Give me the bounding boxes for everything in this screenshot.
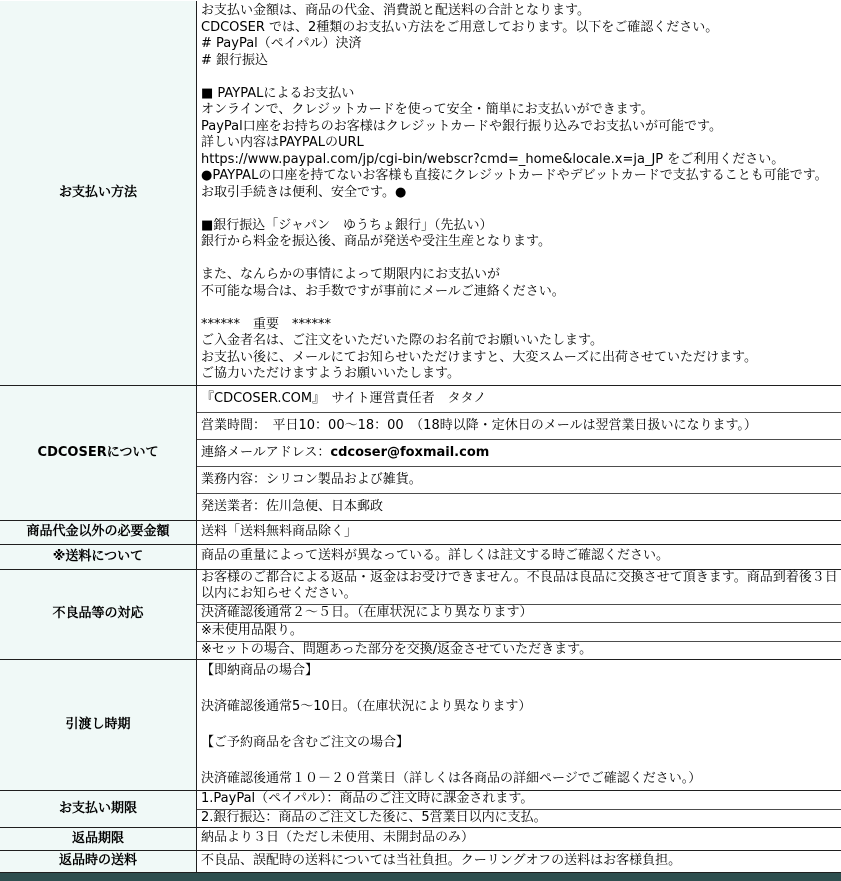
blank-line bbox=[201, 680, 839, 698]
label-payment-method: お支払い方法 bbox=[0, 1, 197, 385]
blank-line bbox=[201, 69, 839, 86]
row-payment-method bbox=[0, 1, 841, 386]
text-line: ご協力いただけますようお願いいたします。 bbox=[201, 366, 460, 381]
return-policy-row: お客様のご都合による返品・返金はお受けできません。不良品は良品に交換させて頂きます。商品到着後３日以内にお知らせください。 bbox=[197, 570, 841, 605]
label-return-deadline: 返品期限 bbox=[0, 828, 197, 850]
about-cdcoser-content bbox=[197, 386, 841, 520]
text-line: 【即納商品の場合】 bbox=[201, 663, 319, 678]
text-line: オンラインで、クレジットカードを使って安全・簡単にお支払いができます。 bbox=[201, 102, 654, 117]
contact-email-label: 連絡メールアドレス： bbox=[201, 444, 331, 460]
row-defective-items bbox=[0, 570, 841, 661]
text-line: ■銀行振込「ジャパン ゆうちょ銀行」（先払い） bbox=[201, 217, 493, 233]
label-defective-items: 不良品等の対応 bbox=[0, 570, 197, 660]
shipping-carrier-row: 発送業者：佐川急便、日本郵政 bbox=[201, 498, 384, 514]
return-deadline-content bbox=[197, 828, 841, 850]
text-line: PayPal口座をお持ちのお客様はクレジットカードや銀行振り込みでお支払いが可能です。 bbox=[201, 118, 722, 134]
text-line: 決済確認後通常5～10日。（在庫状況により異なります） bbox=[201, 699, 532, 714]
bank-deadline-row: 2.銀行振込：商品のご注文した後に、5営業日以内に支払。 bbox=[201, 809, 547, 825]
text-line: 銀行から料金を振込後、商品が発送や受注生産となります。 bbox=[201, 234, 551, 249]
label-payment-deadline: お支払い期限 bbox=[0, 791, 197, 827]
label-delivery-time: 引渡し時期 bbox=[0, 660, 197, 790]
text-line: 【ご予約商品を含むご注文の場合】 bbox=[201, 735, 410, 750]
label-return-shipping: 返品時の送料 bbox=[0, 851, 197, 873]
contact-email: cdcoser@foxmail.com bbox=[330, 444, 490, 460]
row-about-cdcoser bbox=[0, 386, 841, 521]
blank-line bbox=[201, 716, 839, 734]
return-shipping-content bbox=[197, 851, 841, 873]
blank-line bbox=[201, 300, 839, 317]
set-exchange-row: ※セットの場合、問題あった部分を交換/返金させていただきます。 bbox=[201, 641, 593, 657]
paypal-url-text: https://www.paypal.com/jp/cgi-bin/webscr?cmd=_home&locale.x=ja_JP をご利用ください。 bbox=[201, 151, 785, 167]
unused-only-row: ※未使用品限り。 bbox=[197, 623, 841, 642]
delivery-time-content bbox=[197, 660, 841, 790]
text-line: # PayPal（ペイパル）決済 bbox=[201, 36, 362, 51]
payment-deadline-content bbox=[197, 791, 841, 827]
site-manager-row: 『CDCOSER.COM』 サイト運営責任者 タタノ bbox=[197, 386, 841, 413]
text-line: ■ PAYPALによるお支払い bbox=[201, 85, 355, 101]
row-delivery-time bbox=[0, 660, 841, 791]
row-extra-fees bbox=[0, 521, 841, 546]
row-shipping-note bbox=[0, 545, 841, 570]
contact-email-row bbox=[197, 440, 841, 467]
text-line: # 銀行振込 bbox=[201, 52, 269, 68]
important-heading: ****** 重要 ****** bbox=[201, 316, 332, 332]
payment-method-content bbox=[197, 1, 841, 385]
text-line: ご入金者名は、ご注文をいただいた際のお名前でお願いいたします。 bbox=[201, 333, 603, 348]
exchange-time-row: 決済確認後通常２～５日。（在庫状況により異なります） bbox=[197, 605, 841, 624]
row-return-deadline bbox=[0, 828, 841, 851]
label-about-cdcoser: CDCOSERについて bbox=[0, 386, 197, 520]
extra-fees-content bbox=[197, 521, 841, 545]
text-line: 送料「送料無料商品除く」 bbox=[201, 523, 358, 539]
bottom-divider-bar bbox=[0, 873, 841, 881]
shipping-note-content bbox=[197, 545, 841, 569]
blank-line bbox=[201, 251, 839, 268]
label-shipping-note: ※送料について bbox=[0, 545, 197, 569]
blank-line bbox=[201, 752, 839, 770]
row-payment-deadline bbox=[0, 791, 841, 828]
text-line: 商品の重量によって送料が異なっている。詳しくは註文する時ご確認ください。 bbox=[201, 548, 670, 563]
defective-items-content bbox=[197, 570, 841, 660]
text-line: CDCOSER では、2種類のお支払い方法をご用意しております。以下をご確認ください。 bbox=[201, 19, 719, 35]
blank-line bbox=[201, 201, 839, 218]
business-description-row: 業務内容：シリコン製品および雑貨。 bbox=[197, 467, 841, 494]
text-line: お支払い金額は、商品の代金、消費説と配送料の合計となります。 bbox=[201, 3, 590, 18]
text-line: 納品より３日（ただし未使用、未開封品のみ） bbox=[201, 830, 475, 845]
text-line: お取引手続きは便利、安全です。● bbox=[201, 184, 407, 200]
text-line: 不良品、誤配時の送料については当社負担。クーリングオフの送料はお客様負担。 bbox=[201, 852, 682, 868]
row-return-shipping bbox=[0, 851, 841, 874]
text-line: 詳しい内容はPAYPALのURL bbox=[201, 135, 364, 150]
text-line: 決済確認後通常１０－２０営業日（詳しくは各商品の詳細ページでご確認ください。） bbox=[201, 771, 702, 786]
text-line: 不可能な場合は、お手数ですが事前にメールご連絡ください。 bbox=[201, 283, 565, 299]
business-hours-row: 営業時間： 平日10：00～18：00 （18時以降・定休日のメールは翌営業日扱いになります。） bbox=[197, 413, 841, 440]
text-line: お支払い後に、メールにてお知らせいただけますと、大変スムーズに出荷させていただけます。 bbox=[201, 349, 758, 365]
paypal-deadline-row: 1.PayPal（ペイパル）：商品のご注文時に課金されます。 bbox=[197, 791, 841, 810]
text-line: ●PAYPALの口座を持てないお客様も直接にクレジットカードやデビットカードで支払することも可能です。 bbox=[201, 168, 828, 183]
label-extra-fees: 商品代金以外の必要金額 bbox=[0, 521, 197, 545]
text-line: また、なんらかの事情によって期限内にお支払いが bbox=[201, 267, 501, 282]
